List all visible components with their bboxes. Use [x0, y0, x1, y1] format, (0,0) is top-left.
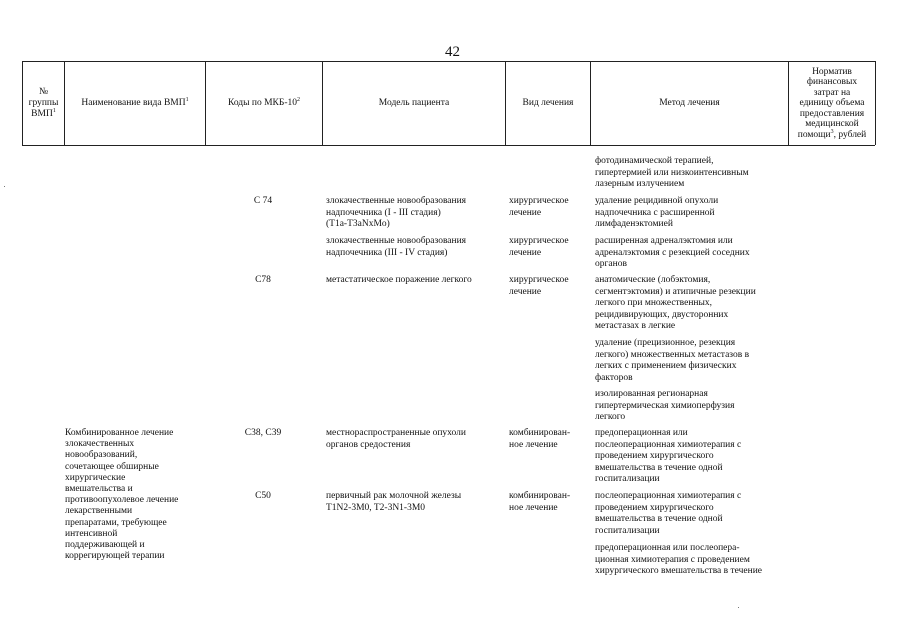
icd-code: C78 [255, 275, 271, 285]
header-group-number: № группы ВМП$^1$ [28, 87, 59, 119]
treatment-type-text: хирургическое лечение [509, 196, 569, 218]
method-text: анатомические (лобэктомия, сегментэктомия) и атипичные резекции легкого при множественных, рецидивирующих, двусторонних метастазах в легкие [595, 275, 756, 332]
vmp-group-name: Комбинированное лечение злокачественных новообразований, сочетающее обширные хирургические вмешательства и противоопухолевое лечение лекарственными препаратами, требующее интенсивной поддерживающей и коррегирующей терапии [65, 428, 179, 562]
header-treatment-type: Вид лечения [522, 98, 574, 108]
treatment-type-text: хирургическое лечение [509, 236, 569, 258]
header-bottom-border [22, 145, 875, 146]
method-text: удаление рецидивной опухоли надпочечника с расширенной лимфаденэктомией [595, 196, 719, 230]
scan-speck [738, 607, 739, 608]
method-text: удаление (прецизионное, резекция легкого) множественных метастазов в легких с применением физических факторов [595, 338, 750, 383]
icd-code: C38, C39 [244, 428, 282, 438]
patient-model-text: метастатическое поражение легкого [326, 275, 472, 285]
header-icd-codes: Коды по МКБ-$10^2$ [227, 96, 301, 108]
treatment-type-text: хирургическое лечение [509, 275, 569, 297]
method-text: предоперационная или послеоперационная химиотерапия с проведением хирургического вмешательства в течение одной госпитализации [595, 428, 742, 485]
header-divider [875, 61, 876, 145]
page-number: 42 [445, 44, 460, 60]
method-text: предоперационная или послеопера- ционная химиотерапия с проведением хирургического вмешательства в течение [595, 543, 763, 577]
header-treatment-method: Метод лечения [659, 98, 720, 108]
header-vmp-name: Наименование вида ВМП$^1$ [81, 96, 189, 108]
method-text: фотодинамической терапией, гипертермией или низкоинтенсивным лазерным излучением [595, 156, 749, 190]
patient-model-text: местнораспространенные опухоли органов средостения [326, 428, 466, 450]
method-text: послеоперационная химиотерапия с проведением хирургического вмешательства в течение одной госпитализации [595, 491, 742, 536]
header-cost-standard: Норматив финансовых затрат на единицу объема предоставления медицинской помощи$^3$, рублей [797, 67, 867, 140]
header-patient-model: Модель пациента [378, 98, 450, 108]
method-text: изолированная регионарная гипертермическая химиоперфузия легкого [595, 389, 735, 423]
icd-code: C50 [255, 491, 271, 501]
patient-model-text: злокачественные новообразования надпочечника (I - III стадия) (T1a-T3aNxMo) [326, 196, 467, 230]
icd-code: C 74 [253, 196, 273, 206]
treatment-type-text: комбинирован- ное лечение [509, 428, 571, 450]
scan-speck [4, 186, 5, 187]
method-text: расширенная адреналэктомия или адреналэктомия с резекцией соседних органов [595, 236, 750, 270]
treatment-type-text: комбинирован- ное лечение [509, 491, 571, 513]
patient-model-text: злокачественные новообразования надпочечника (III - IV стадия) [326, 236, 467, 258]
patient-model-text: первичный рак молочной железы T1N2-3M0, T2-3N1-3M0 [326, 491, 462, 513]
